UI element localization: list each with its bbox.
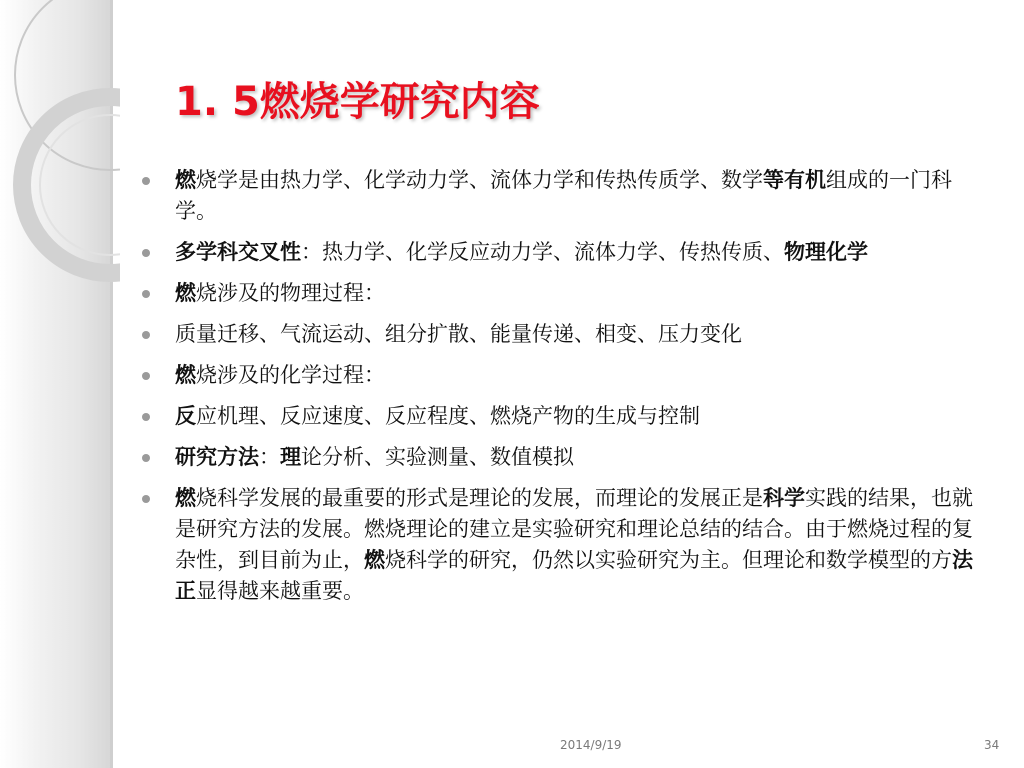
bullet-item: [140, 237, 990, 268]
slide-date: 2014/9/19: [560, 738, 622, 752]
deco-circle-inner: [40, 115, 120, 255]
bullet-text: 应机理、反应速度、反应程度、燃烧产物的生成与控制: [196, 404, 700, 428]
bullet-bold-text: 燃: [364, 548, 385, 572]
bullet-text: 烧科学的研究，仍然以实验研究为主。但理论和数学模型的方: [385, 548, 952, 572]
bullet-bold-text: 物理化学: [784, 240, 868, 264]
bullet-text: 烧涉及的化学过程：: [196, 363, 385, 387]
bullet-text: ：: [259, 445, 280, 469]
bullet-dot-icon: [142, 372, 150, 380]
decorative-circles: [0, 0, 120, 300]
bullet-dot-icon: [142, 413, 150, 421]
slide-page-number: 34: [984, 738, 1000, 752]
slide-title: 1. 5燃烧学研究内容: [175, 79, 540, 125]
bullet-text: 烧涉及的物理过程：: [196, 281, 385, 305]
bullet-bold-text: 多学科交叉性: [175, 240, 301, 264]
bullet-dot-icon: [142, 331, 150, 339]
bullet-text: 质量迁移、气流运动、组分扩散、能量传递、相变、压力变化: [175, 322, 742, 346]
bullet-dot-icon: [142, 290, 150, 298]
bullet-bold-text: 燃: [175, 281, 196, 305]
bullet-item: [140, 360, 990, 391]
bullet-dot-icon: [142, 177, 150, 185]
bullet-bold-text: 研究方法: [175, 445, 259, 469]
bullet-dot-icon: [142, 454, 150, 462]
bullet-text: 论分析、实验测量、数值模拟: [301, 445, 574, 469]
bullet-text: 烧科学发展的最重要的形式是理论的发展，而理论的发展正是: [196, 486, 763, 510]
bullet-bold-text: 等有机: [763, 168, 826, 192]
bullet-dot-icon: [142, 495, 150, 503]
bullet-bold-text: 法正: [175, 548, 973, 603]
bullet-bold-text: 燃: [175, 363, 196, 387]
bullet-item: [140, 278, 990, 309]
bullet-bold-text: 科学: [763, 486, 805, 510]
bullet-item: [140, 483, 990, 607]
deco-circle-thick: [22, 97, 120, 273]
bullet-bold-text: 反: [175, 404, 196, 428]
bullet-item: [140, 401, 990, 432]
bullet-item: [140, 165, 990, 227]
bullet-text: ：热力学、化学反应动力学、流体力学、传热传质、: [301, 240, 784, 264]
bullet-bold-text: 燃: [175, 486, 196, 510]
bullet-text: 显得越来越重要。: [196, 579, 364, 603]
bullet-text: 组成的一门科学。: [175, 168, 952, 223]
bullet-list: [140, 165, 990, 617]
bullet-bold-text: 理: [280, 445, 301, 469]
bullet-item: [140, 442, 990, 473]
bullet-text: 实践的结果，也就是研究方法的发展。燃烧理论的建立是实验研究和理论总结的结合。由于燃烧过程的复杂性，到目前为止，: [175, 486, 973, 572]
bullet-text: 烧学是由热力学、化学动力学、流体力学和传热传质学、数学: [196, 168, 763, 192]
bullet-dot-icon: [142, 249, 150, 257]
bullet-item: [140, 319, 990, 350]
bullet-bold-text: 燃: [175, 168, 196, 192]
